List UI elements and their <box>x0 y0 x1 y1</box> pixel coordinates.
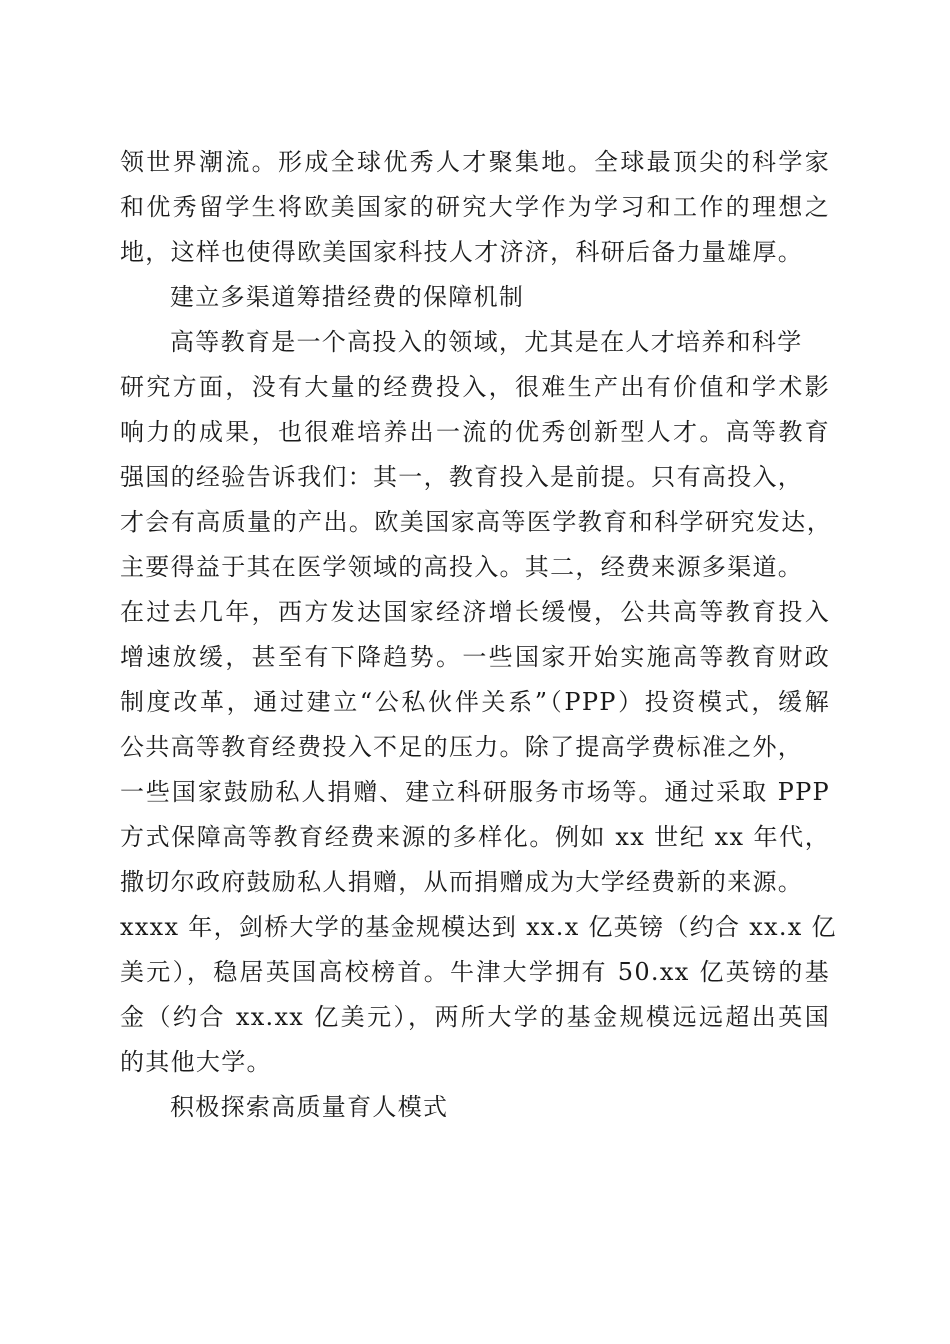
text-line: 一些国家鼓励私人捐赠、建立科研服务市场等。通过采取 PPP <box>120 778 830 806</box>
text-line: 才会有高质量的产出。欧美国家高等医学教育和科学研究发达， <box>120 508 832 536</box>
text-line: 方式保障高等教育经费来源的多样化。例如 xx 世纪 xx 年代， <box>120 823 830 851</box>
text-line: 和优秀留学生将欧美国家的研究大学作为学习和工作的理想之 <box>120 193 830 221</box>
text-line: 主要得益于其在医学领域的高投入。其二，经费来源多渠道。 <box>120 553 804 581</box>
text-line: 金（约合 xx.xx 亿美元），两所大学的基金规模远远超出英国 <box>120 1003 830 1031</box>
text-line: 美元），稳居英国高校榜首。牛津大学拥有 50.xx 亿英镑的基 <box>120 958 830 986</box>
text-line: 响力的成果，也很难培养出一流的优秀创新型人才。高等教育 <box>120 418 830 446</box>
text-line: 公共高等教育经费投入不足的压力。除了提高学费标准之外， <box>120 733 804 761</box>
text-line: 制度改革，通过建立“公私伙伴关系”（PPP）投资模式，缓解 <box>120 688 830 716</box>
text-line: 撒切尔政府鼓励私人捐赠，从而捐赠成为大学经费新的来源。 <box>120 868 804 896</box>
section-heading: 建立多渠道筹措经费的保障机制 <box>170 283 525 311</box>
text-line: 研究方面，没有大量的经费投入，很难生产出有价值和学术影 <box>120 373 830 401</box>
section-heading: 积极探索高质量育人模式 <box>170 1093 449 1121</box>
text-line: 领世界潮流。形成全球优秀人才聚集地。全球最顶尖的科学家 <box>120 148 830 176</box>
text-line: 增速放缓，甚至有下降趋势。一些国家开始实施高等教育财政 <box>120 643 830 671</box>
text-line: xxxx 年，剑桥大学的基金规模达到 xx.x 亿英镑（约合 xx.x 亿 <box>120 913 837 941</box>
text-line: 在过去几年，西方发达国家经济增长缓慢，公共高等教育投入 <box>120 598 830 626</box>
text-line: 的其他大学。 <box>120 1048 272 1076</box>
text-line: 强国的经验告诉我们：其一，教育投入是前提。只有高投入， <box>120 463 804 491</box>
text-line: 高等教育是一个高投入的领域，尤其是在人才培养和科学 <box>170 328 803 356</box>
text-line: 地，这样也使得欧美国家科技人才济济，科研后备力量雄厚。 <box>120 238 804 266</box>
